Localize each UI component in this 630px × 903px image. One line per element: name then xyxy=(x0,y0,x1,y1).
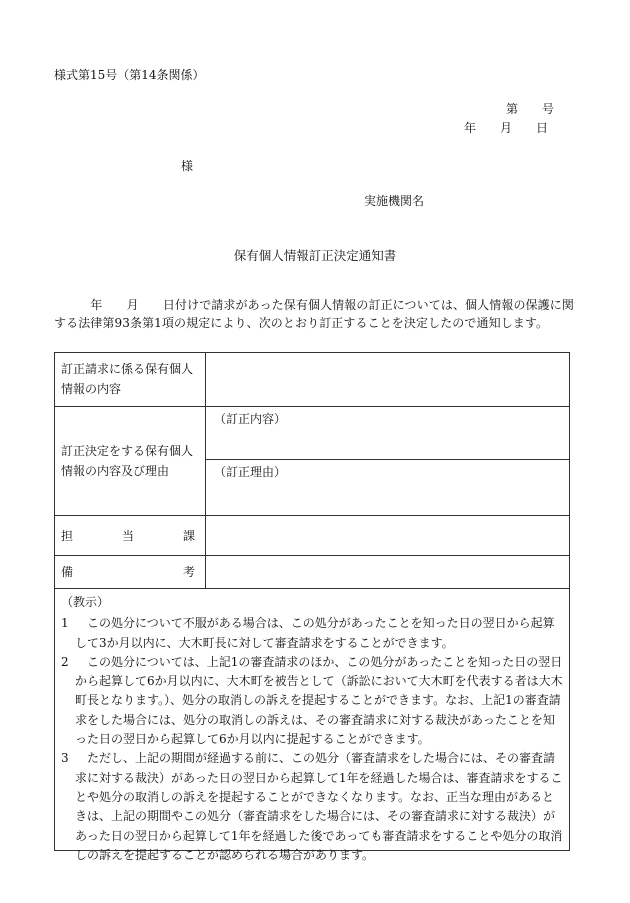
note-text: ただし、上記の期間が経過する前に、この処分（審査請求をした場合には、その審査請求に対する裁決）があった日の翌日から起算して1年を経過した場合は、審査請求をすることや処分の取消しの訴えを提起することができなくなります。なお、正当な理由があるときは、上記の期間やこの処分（審査請求をした場合には、その審査請求に対する裁決）があった日の翌日から起算して1年を経過した後であっても審査請求をすることや処分の取消しの訴えを提起することが認められる場合があります。 xyxy=(75,751,563,862)
row-label-decision-text: 訂正決定をする保有個人情報の内容及び理由 xyxy=(61,444,194,478)
row-label-decision-content xyxy=(55,407,206,516)
label-char: 考 xyxy=(182,565,195,579)
row-label-remarks xyxy=(55,556,206,589)
value-cell-request-content[interactable] xyxy=(206,353,570,407)
row-label-request-content: 訂正請求に係る保有個人情報の内容 xyxy=(55,353,206,407)
addressee-line: 様 xyxy=(181,159,194,173)
table-row xyxy=(55,516,570,556)
note-text: この処分について不服がある場合は、この処分があったことを知った日の翌日から起算して3か月以内に、大木町長に対して審査請求をすることができます。 xyxy=(75,616,555,650)
label-char: 課 xyxy=(182,528,195,543)
intro-paragraph: 年 月 日付けで請求があった保有個人情報の訂正については、個人情報の保護に関する法律第93条第1項の規定により、次のとおり訂正することを決定したので通知します。 xyxy=(54,298,574,330)
organization-label: 実施機関名 xyxy=(364,194,425,208)
label-char: 担 xyxy=(61,528,74,543)
value-cell-department[interactable] xyxy=(206,516,570,556)
label-char: 当 xyxy=(121,528,134,543)
note-text: この処分については、上記1の審査請求のほか、この処分があったことを知った日の翌日から起算して6か月以内に、大木町を被告として（訴訟において大木町を代表する者は大木町長となります。）、処分の取消しの訴えを提起することができます。なお、上記1の審査請求をした場合には、処分の取消しの訴えは、その審査請求に対する裁決があったことを知った日の翌日から起算して6か月以内に提起することができます。 xyxy=(75,654,563,747)
correction-reason-field[interactable]: （訂正理由） xyxy=(214,465,287,479)
note-item xyxy=(61,653,563,749)
form-number: 様式第15号（第14条関係） xyxy=(54,68,205,82)
note-number: 2 xyxy=(61,654,69,669)
note-item xyxy=(61,614,563,653)
notes-heading: （教示） xyxy=(61,595,110,609)
label-char: 備 xyxy=(61,565,74,579)
row-label-department xyxy=(55,516,206,556)
correction-table xyxy=(54,352,570,589)
note-number: 1 xyxy=(61,616,69,631)
note-item xyxy=(61,749,563,865)
table-row xyxy=(55,353,570,407)
remarks-label xyxy=(61,556,199,588)
table-row xyxy=(55,407,570,516)
instruction-notes xyxy=(54,585,570,862)
value-cell-remarks[interactable] xyxy=(206,556,570,589)
document-title: 保有個人情報訂正決定通知書 xyxy=(233,248,397,263)
value-cell-decision xyxy=(206,407,570,516)
note-number: 3 xyxy=(61,751,69,766)
table-row xyxy=(55,556,570,589)
department-label xyxy=(61,516,199,555)
correction-content-field[interactable]: （訂正内容） xyxy=(206,407,569,460)
date-line: 年 月 日 xyxy=(464,121,549,135)
document-number-line: 第 号 xyxy=(506,102,555,116)
